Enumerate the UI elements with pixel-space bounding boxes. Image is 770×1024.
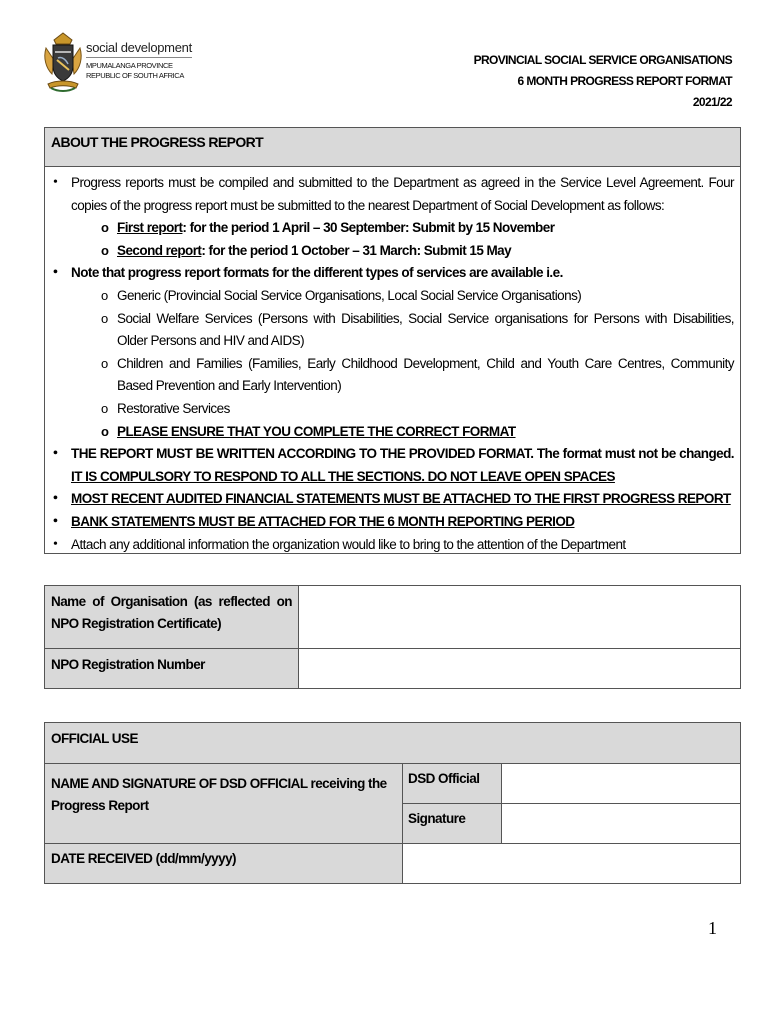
- sub-item-text: Children and Families (Families, Early Childhood Development, Child and Youth Care Centres, Community Based Prevention and Early Intervention): [117, 355, 734, 394]
- document-title: [474, 50, 732, 113]
- organisation-name-label: Name of Organisation (as reflected on NPO Registration Certificate): [45, 586, 299, 648]
- signature-field[interactable]: [501, 803, 740, 843]
- bullet-text: MOST RECENT AUDITED FINANCIAL STATEMENTS MUST BE ATTACHED TO THE FIRST PROGRESS REPORT: [71, 491, 731, 507]
- title-line-1: PROVINCIAL SOCIAL SERVICE ORGANISATIONS: [473, 53, 732, 67]
- sub-item: [51, 398, 734, 421]
- official-use-table: [44, 722, 741, 884]
- divider: [45, 843, 740, 844]
- bullet-item: [51, 534, 734, 557]
- table-row: [45, 649, 740, 688]
- sub-item-text: Social Welfare Services (Persons with Disabilities, Social Service organisations for Persons with Disabilities, Older Persons and HIV and AIDS): [117, 310, 734, 349]
- bullet-text: BANK STATEMENTS MUST BE ATTACHED FOR THE 6 MONTH REPORTING PERIOD: [71, 513, 575, 529]
- first-report-text: : for the period 1 April – 30 September: Submit by 15 November: [182, 220, 555, 236]
- name-signature-label: NAME AND SIGNATURE OF DSD OFFICIAL receiving the Progress Report: [45, 763, 402, 843]
- bullet-text: Note that progress report formats for the different types of services are available i.e.: [71, 265, 563, 281]
- logo-org-name: social development: [86, 40, 192, 58]
- bullet-text: Progress reports must be compiled and submitted to the Department as agreed in the Service Level Agreement. Four copies of the progress report must be submitted to the nearest Department of Social Development as follows:: [71, 175, 734, 213]
- bullet-item: [51, 488, 734, 511]
- logo-block: [40, 30, 190, 100]
- organisation-details-table: [44, 585, 741, 689]
- npo-registration-label: NPO Registration Number: [45, 649, 299, 688]
- sub-item-text: Generic (Provincial Social Service Organisations, Local Social Service Organisations): [117, 287, 582, 303]
- about-body: [45, 167, 740, 556]
- bullet-item: [51, 262, 734, 285]
- divider: [45, 763, 740, 764]
- bullet-item: [51, 511, 734, 534]
- npo-registration-field[interactable]: [299, 649, 740, 688]
- bullet-item: [51, 443, 734, 488]
- divider: [501, 763, 502, 843]
- second-report-label: Second report: [117, 242, 202, 258]
- divider: [402, 763, 403, 883]
- signature-label: Signature: [402, 803, 501, 843]
- sub-item-text: Restorative Services: [117, 400, 230, 416]
- about-progress-report-section: [44, 127, 741, 554]
- sub-item-first-report: [51, 217, 734, 240]
- sub-item: [51, 421, 734, 444]
- second-report-text: : for the period 1 October – 31 March: Submit 15 May: [201, 242, 512, 258]
- title-line-3: 2021/22: [692, 95, 732, 109]
- section-heading: ABOUT THE PROGRESS REPORT: [45, 128, 740, 167]
- title-line-2: 6 MONTH PROGRESS REPORT FORMAT: [517, 74, 732, 88]
- date-received-field[interactable]: [402, 843, 740, 883]
- bullet-item: [51, 172, 734, 217]
- bullet-text: Attach any additional information the organization would like to bring to the attention of the Department: [71, 536, 626, 552]
- organisation-name-field[interactable]: [299, 586, 740, 648]
- logo-text: [86, 40, 192, 81]
- sub-item: [51, 353, 734, 398]
- first-report-label: First report: [117, 220, 183, 236]
- sub-item: [51, 308, 734, 353]
- sub-item-second-report: [51, 240, 734, 263]
- logo-country: REPUBLIC OF SOUTH AFRICA: [86, 71, 184, 80]
- coat-of-arms-icon: [40, 30, 86, 96]
- page-number: 1: [708, 918, 717, 938]
- sub-item: [51, 285, 734, 308]
- official-use-heading: OFFICIAL USE: [45, 723, 740, 763]
- logo-province: MPUMALANGA PROVINCE: [86, 61, 173, 70]
- divider: [402, 803, 740, 804]
- dsd-official-label: DSD Official: [402, 763, 501, 803]
- dsd-official-field[interactable]: [501, 763, 740, 803]
- bullet-text: THE REPORT MUST BE WRITTEN ACCORDING TO THE PROVIDED FORMAT. The format must not be changed.: [71, 446, 734, 462]
- date-received-label: DATE RECEIVED (dd/mm/yyyy): [45, 843, 402, 883]
- table-row: [45, 586, 740, 649]
- sub-item-text: PLEASE ENSURE THAT YOU COMPLETE THE CORRECT FORMAT: [117, 423, 516, 439]
- bullet-text-underlined: IT IS COMPULSORY TO RESPOND TO ALL THE SECTIONS. DO NOT LEAVE OPEN SPACES: [71, 468, 615, 484]
